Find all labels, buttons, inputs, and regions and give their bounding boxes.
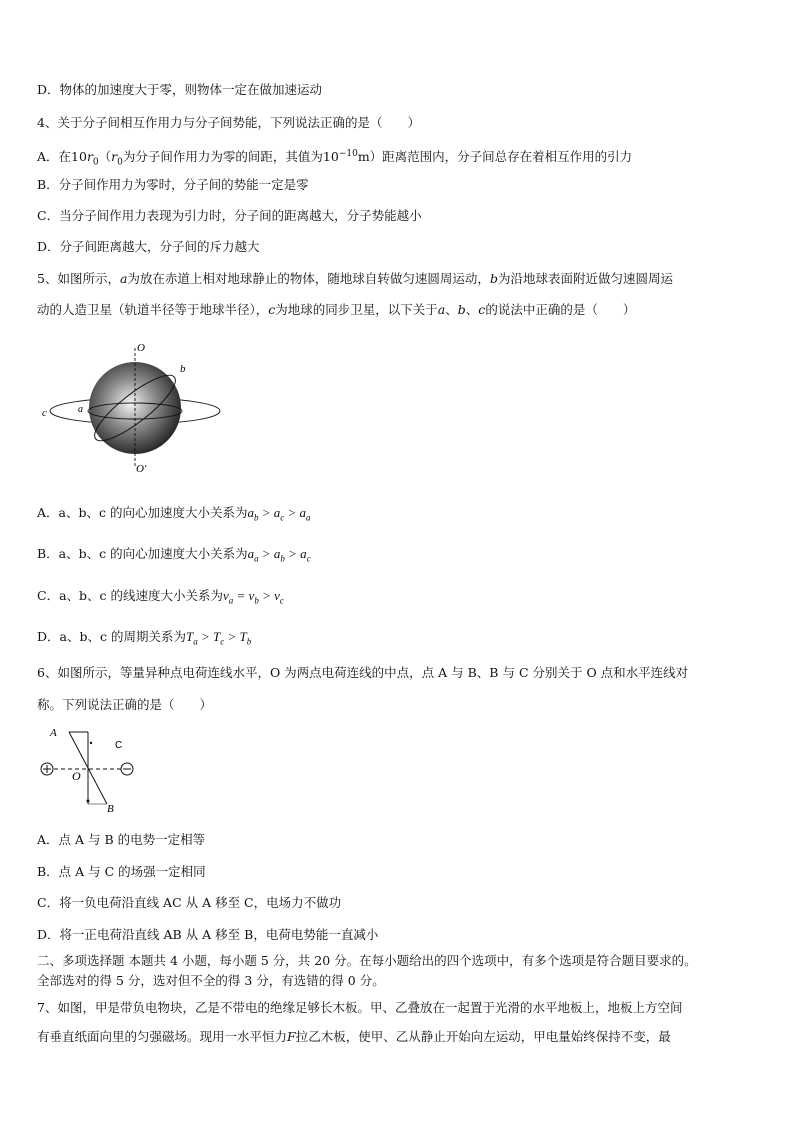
- q5-option-c: C．a、b、c 的线速度大小关系为$v_a = v_b > v_c$: [37, 588, 284, 606]
- q5-option-d: D．a、b、c 的周期关系为$T_a > T_c > T_b$: [37, 629, 252, 647]
- q5-option-a: A．a、b、c 的向心加速度大小关系为$a_b > a_c > a_a$: [37, 505, 311, 523]
- label-o-prime: O′: [136, 463, 147, 475]
- section2-heading-line1: 二、多项选择题 本题共 4 小题，每小题 5 分，共 20 分。在每小题给出的四个选项中，有多个选项是符合题目要求的。: [37, 953, 697, 968]
- q4-option-a: A．在$10r_0(r_0$为分子间作用力为零的间距，其值为$10^{-10}m$）距离范围内，分子间总存在着相互作用的引力: [37, 149, 633, 168]
- earth-orbit-figure: [36, 338, 226, 478]
- label-c: c: [42, 407, 47, 419]
- charges-figure: [36, 722, 146, 814]
- q6-option-a: A．点 A 与 B 的电势一定相等: [37, 832, 206, 847]
- q3-option-d: D．物体的加速度大于零，则物体一定在做加速运动: [37, 82, 323, 97]
- label-o: O: [137, 342, 145, 354]
- q4-option-c: C．当分子间作用力表现为引力时，分子间的距离越大，分子势能越小: [37, 208, 422, 223]
- q6-stem-line1: 6、如图所示，等量异种点电荷连线水平，O 为两点电荷连线的中点，点 A 与 B、B 与 C 分别关于 O 点和水平连线对: [37, 665, 689, 680]
- point-c: [90, 742, 92, 744]
- q6-option-c: C．将一负电荷沿直线 AC 从 A 移至 C，电场力不做功: [37, 895, 342, 910]
- label-o: O: [72, 769, 81, 783]
- section2-heading-line2: 全部选对的得 5 分，选对但不全的得 3 分，有选错的得 0 分。: [37, 973, 385, 988]
- q4-option-b: B．分子间作用力为零时，分子间的势能一定是零: [37, 177, 309, 192]
- label-a: A: [50, 727, 57, 739]
- q7-stem-line2: 有垂直纸面向里的匀强磁场。现用一水平恒力F拉乙木板，使甲、乙从静止开始向左运动，甲电量始终保持不变，最: [37, 1029, 671, 1044]
- label-b: b: [180, 363, 186, 375]
- q4-option-d: D．分子间距离越大，分子间的斥力越大: [37, 239, 260, 254]
- point-b: [87, 800, 90, 803]
- label-a: a: [78, 404, 83, 415]
- q5-stem-line1: 5、如图所示，a为放在赤道上相对地球静止的物体，随地球自转做匀速圆周运动，b为沿地球表面附近做匀速圆周运: [37, 271, 673, 286]
- q7-stem-line1: 7、如图，甲是带负电物块，乙是不带电的绝缘足够长木板。甲、乙叠放在一起置于光滑的水平地板上，地板上方空间: [37, 1000, 683, 1015]
- q5-option-b: B．a、b、c 的向心加速度大小关系为$a_a > a_b > a_c$: [37, 546, 311, 564]
- q4-stem: 4、关于分子间相互作用力与分子间势能，下列说法正确的是（ ）: [37, 115, 420, 130]
- label-c: C: [115, 740, 123, 751]
- q5-stem-line2: 动的人造卫星（轨道半径等于地球半径），c为地球的同步卫星，以下关于a、b、c的说法中正确的是（ ）: [37, 302, 636, 317]
- label-b: B: [107, 803, 114, 814]
- q6-stem-line2: 称。下列说法正确的是（ ）: [37, 697, 213, 712]
- q6-option-b: B．点 A 与 C 的场强一定相同: [37, 864, 206, 879]
- q6-option-d: D．将一正电荷沿直线 AB 从 A 移至 B，电荷电势能一直减小: [37, 927, 379, 942]
